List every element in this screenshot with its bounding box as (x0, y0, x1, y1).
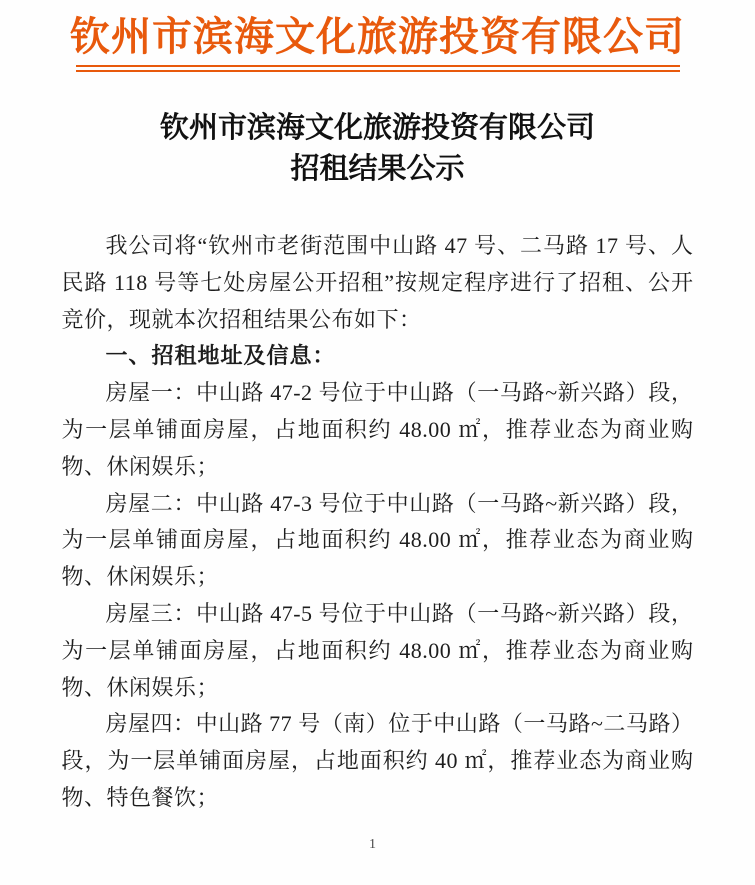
intro-paragraph: 我公司将“钦州市老街范围中山路 47 号、二马路 17 号、人民路 118 号等七处房屋公开招租”按规定程序进行了招租、公开竞价，现就本次招租结果公布如下： (61, 233, 694, 332)
letterhead-double-rule (76, 65, 680, 72)
letterhead-company-name: 钦州市滨海文化旅游投资有限公司 (70, 14, 685, 59)
document-title (0, 108, 755, 190)
section-heading-rental-info: 一、招租地址及信息： (105, 343, 336, 369)
document-body (62, 228, 694, 817)
letterhead (0, 0, 755, 72)
document-title-line2: 招租结果公示 (290, 153, 465, 185)
document-title-line1: 钦州市滨海文化旅游投资有限公司 (159, 112, 595, 144)
house-item-4: 房屋四：中山路 77 号（南）位于中山路（一马路~二马路）段，为一层单铺面房屋，占地面积约 40 ㎡，推荐业态为商业购物、特色餐饮； (61, 711, 694, 810)
house-item-1: 房屋一：中山路 47-2 号位于中山路（一马路~新兴路）段，为一层单铺面房屋，占地面积约 48.00 ㎡，推荐业态为商业购物、休闲娱乐； (61, 380, 694, 479)
house-item-3: 房屋三：中山路 47-5 号位于中山路（一马路~新兴路）段，为一层单铺面房屋，占地面积约 48.00 ㎡，推荐业态为商业购物、休闲娱乐； (61, 600, 694, 700)
house-item-2: 房屋二：中山路 47-3 号位于中山路（一马路~新兴路）段，为一层单铺面房屋，占地面积约 48.00 ㎡，推荐业态为商业购物、休闲娱乐； (61, 490, 694, 590)
page-number: 1 (369, 837, 376, 852)
